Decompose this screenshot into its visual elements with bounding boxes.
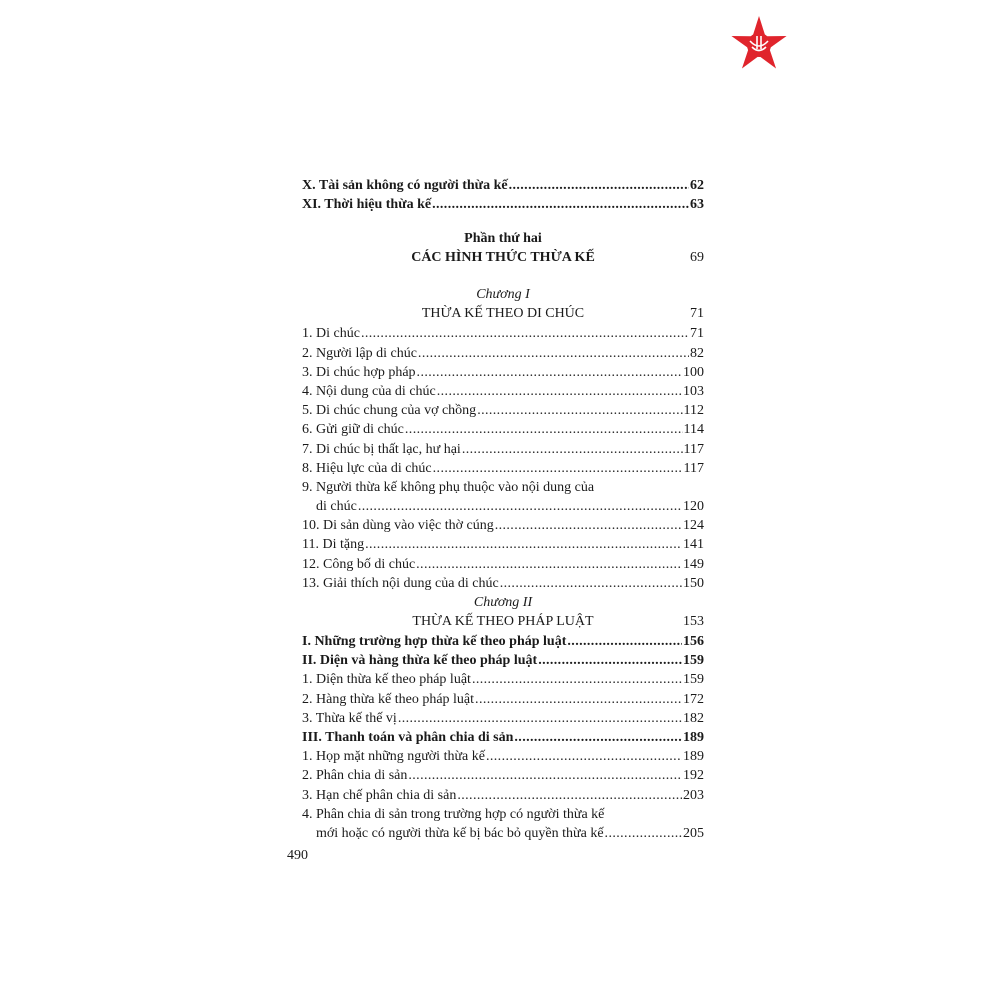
- part-page: 69: [690, 250, 704, 266]
- leader-dots: [416, 555, 682, 574]
- toc-entry: [302, 382, 704, 401]
- toc-entry: [302, 709, 704, 728]
- toc-entry-label: 1. Họp mặt những người thừa kế: [302, 749, 485, 765]
- leader-dots: [408, 766, 682, 785]
- toc-entry-label: 2. Người lập di chúc: [302, 345, 417, 361]
- toc-entry: [302, 344, 704, 363]
- toc-entry-page: 156: [683, 634, 704, 649]
- toc-entry: [302, 690, 704, 709]
- toc-entry-page: 172: [683, 691, 704, 707]
- toc-entry-page: 117: [683, 441, 704, 457]
- toc-entry-page: 159: [683, 672, 704, 688]
- leader-dots: [358, 497, 682, 516]
- part-title-row: [302, 248, 704, 268]
- toc-entry-label: X. Tài sản không có người thừa kế: [302, 178, 508, 193]
- leader-dots: [398, 709, 682, 728]
- toc-entry-page: 189: [683, 749, 704, 765]
- toc-entry-page: 182: [683, 710, 704, 726]
- toc-entry-page: 159: [683, 653, 704, 669]
- toc-entry-page: 117: [683, 460, 704, 476]
- toc-entry-label: 11. Di tặng: [302, 537, 365, 553]
- chapter-title: THỪA KẾ THEO PHÁP LUẬT: [412, 614, 594, 629]
- leader-dots: [605, 824, 682, 843]
- leader-dots: [486, 747, 682, 766]
- leader-dots: [567, 632, 682, 651]
- toc-entry: [302, 324, 704, 343]
- toc-entry-page: 120: [683, 499, 704, 515]
- toc-entry-page: 114: [683, 422, 704, 438]
- toc-entry-label: I. Những trường hợp thừa kế theo pháp luật: [302, 634, 567, 649]
- toc-entry-continuation: [302, 824, 704, 843]
- toc-entry-label: 6. Gửi giữ di chúc: [302, 422, 404, 438]
- toc-entry: [302, 728, 704, 747]
- toc-entry: [302, 516, 704, 535]
- leader-dots: [432, 195, 689, 214]
- leader-dots: [477, 401, 682, 420]
- chapter-title-row: [302, 304, 704, 324]
- toc-entry-page: 82: [690, 345, 704, 361]
- toc-entry-label: III. Thanh toán và phân chia di sản: [302, 729, 514, 745]
- toc-entry: [302, 766, 704, 785]
- toc-entry-page: 205: [683, 825, 704, 841]
- toc-entry-page: 149: [683, 556, 704, 572]
- toc-entry-label: mới hoặc có người thừa kế bị bác bỏ quyền thừa kế: [316, 825, 604, 841]
- toc-entry: [302, 651, 704, 670]
- toc-entry: [302, 555, 704, 574]
- leader-dots: [462, 440, 683, 459]
- leader-dots: [405, 420, 683, 439]
- toc-entry-label: 4. Nội dung của di chúc: [302, 383, 436, 399]
- toc-entry-continuation: [302, 497, 704, 516]
- leader-dots: [514, 728, 682, 747]
- leader-dots: [437, 382, 682, 401]
- leader-dots: [417, 363, 682, 382]
- toc-entry-page: 141: [683, 537, 704, 553]
- leader-dots: [433, 459, 683, 478]
- leader-dots: [538, 651, 682, 670]
- toc-entry: [302, 363, 704, 382]
- leader-dots: [472, 670, 682, 689]
- toc-entry-label: 2. Phân chia di sản: [302, 768, 408, 784]
- toc-entry: [302, 195, 704, 214]
- toc-entry-label: 12. Công bố di chúc: [302, 556, 416, 572]
- chapter-page: 153: [683, 614, 704, 629]
- toc-entry-label: 13. Giải thích nội dung của di chúc: [302, 575, 499, 591]
- chapter-label: Chương I: [476, 287, 530, 303]
- leader-dots: [495, 516, 682, 535]
- leader-dots: [457, 786, 682, 805]
- toc-entry-page: 124: [683, 518, 704, 534]
- leader-dots: [365, 535, 682, 554]
- toc-entry-label: 5. Di chúc chung của vợ chồng: [302, 403, 477, 419]
- toc-entry-label: di chúc: [316, 499, 357, 515]
- toc-entry-page: 103: [683, 383, 704, 399]
- part-title: CÁC HÌNH THỨC THỪA KẾ: [411, 250, 595, 266]
- toc-entry-label: 3. Thừa kế thế vị: [302, 710, 397, 726]
- toc-entry: [302, 535, 704, 554]
- leader-dots: [500, 574, 682, 593]
- toc-entry-page: 192: [683, 768, 704, 784]
- toc-entry: [302, 670, 704, 689]
- toc-entry-label: 1. Diện thừa kế theo pháp luật: [302, 672, 471, 688]
- toc-entry-label: 1. Di chúc: [302, 326, 360, 342]
- chapter-label: Chương II: [473, 595, 533, 610]
- toc-entry-label: 8. Hiệu lực của di chúc: [302, 460, 432, 476]
- toc-entry-page: 71: [690, 326, 704, 342]
- red-star-flower-logo-icon: [728, 14, 790, 76]
- page-number: 490: [287, 848, 308, 863]
- leader-dots: [475, 690, 682, 709]
- toc-entry-label: 10. Di sản dùng vào việc thờ cúng: [302, 518, 494, 534]
- toc-entry-page: 203: [683, 787, 704, 803]
- table-of-contents: [302, 176, 704, 843]
- leader-dots: [509, 176, 689, 195]
- toc-entry-page: 189: [683, 729, 704, 745]
- toc-entry: [302, 574, 704, 593]
- leader-dots: [361, 324, 689, 343]
- toc-entry-label: 2. Hàng thừa kế theo pháp luật: [302, 691, 475, 707]
- toc-entry-page: 112: [683, 403, 704, 419]
- chapter-title: THỪA KẾ THEO DI CHÚC: [421, 306, 585, 322]
- chapter-title-row: [302, 612, 704, 632]
- toc-entry-label: 4. Phân chia di sản trong trường hợp có người thừa kế: [302, 806, 605, 822]
- toc-entry-label: XI. Thời hiệu thừa kế: [302, 197, 432, 213]
- toc-entry-label: II. Diện và hàng thừa kế theo pháp luật: [302, 653, 538, 669]
- part-label: Phần thứ hai: [464, 231, 542, 247]
- toc-entry-label: 3. Di chúc hợp pháp: [302, 364, 416, 380]
- toc-entry-page: 63: [690, 197, 704, 213]
- toc-entry: [302, 176, 704, 195]
- toc-entry: [302, 632, 704, 651]
- toc-entry: [302, 420, 704, 439]
- toc-entry: [302, 401, 704, 420]
- toc-entry: [302, 440, 704, 459]
- toc-entry-page: 62: [690, 178, 704, 193]
- publisher-logo: [728, 14, 790, 76]
- toc-entry-page: 100: [683, 364, 704, 380]
- toc-entry: [302, 805, 704, 824]
- toc-entry-label: 9. Người thừa kế không phụ thuộc vào nội dung của: [302, 479, 595, 495]
- toc-entry-label: 7. Di chúc bị thất lạc, hư hại: [302, 441, 461, 457]
- leader-dots: [418, 344, 689, 363]
- toc-entry-label: 3. Hạn chế phân chia di sản: [302, 787, 457, 803]
- toc-entry: [302, 786, 704, 805]
- toc-entry: [302, 459, 704, 478]
- toc-entry-page: 150: [683, 575, 704, 591]
- chapter-page: 71: [690, 306, 704, 322]
- toc-entry: [302, 747, 704, 766]
- toc-entry: [302, 478, 704, 497]
